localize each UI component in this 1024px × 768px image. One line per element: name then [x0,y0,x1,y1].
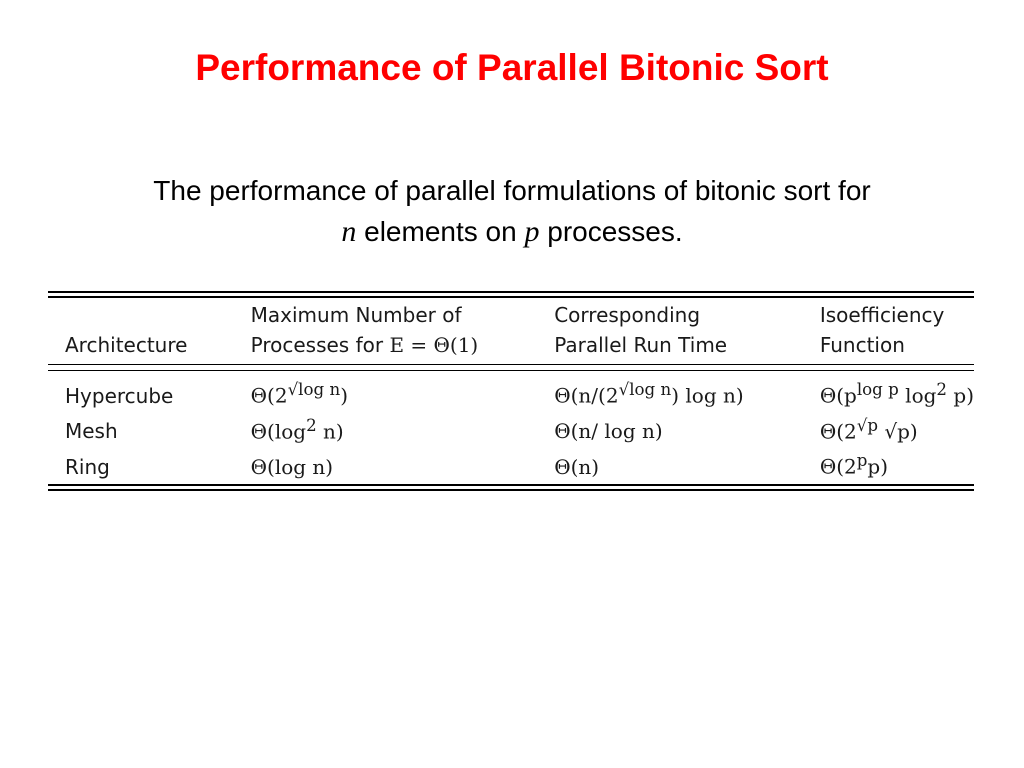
cell-max-processes: Θ(log n) [250,454,334,479]
variable-n: n [341,215,357,248]
header-architecture: Architecture [65,333,188,357]
cell-run-time: Θ(n/ log n) [554,419,663,444]
table-row [48,446,974,484]
slide-title: Performance of Parallel Bitonic Sort [195,47,829,88]
header-run-time-line1: Corresponding [554,303,701,327]
header-max-processes-text: Processes for [250,333,390,357]
header-run-time-line2: Parallel Run Time [554,333,728,357]
cell-isoefficiency: $\Theta(p^{log p}$ $\log^2 p$) [819,380,974,408]
cell-run-time: $\Theta(n/(2^{√log n})$ log n) [554,380,744,408]
caption-end: processes. [539,216,683,247]
header-max-processes-formula: E = Θ(1) [389,333,479,357]
header-max-processes-line2 [234,330,538,365]
cell-max-processes: $\Theta(2^{√log n})$ [250,380,349,408]
cell-run-time: Θ(n) [554,454,600,479]
header-isoefficiency-line2: Function [819,333,905,357]
variable-p: p [524,215,540,248]
caption-middle: elements on [356,216,525,247]
caption-line-2 [40,211,984,252]
table-row [48,371,974,411]
table-top-rule [48,291,974,298]
header-architecture-line1 [48,298,234,330]
table-bottom-rule [48,484,974,491]
cell-architecture: Hypercube [65,383,174,408]
slide-caption [40,170,984,252]
table-row [48,411,974,447]
cell-max-processes: $\Theta(\log^2$ n) [250,415,344,444]
cell-architecture: Mesh [65,419,118,444]
cell-isoefficiency: Θ(2$^p$p) [819,451,889,479]
cell-isoefficiency: $\Theta(2^{√p}$ √p) [819,415,918,444]
caption-line-1: The performance of parallel formulations of bitonic sort for [153,175,871,206]
header-isoefficiency-line1: Isoefficiency [819,303,945,327]
header-max-processes-line1: Maximum Number of [250,303,462,327]
performance-table [48,298,974,484]
performance-table-container [48,291,974,491]
cell-architecture: Ring [65,454,110,479]
